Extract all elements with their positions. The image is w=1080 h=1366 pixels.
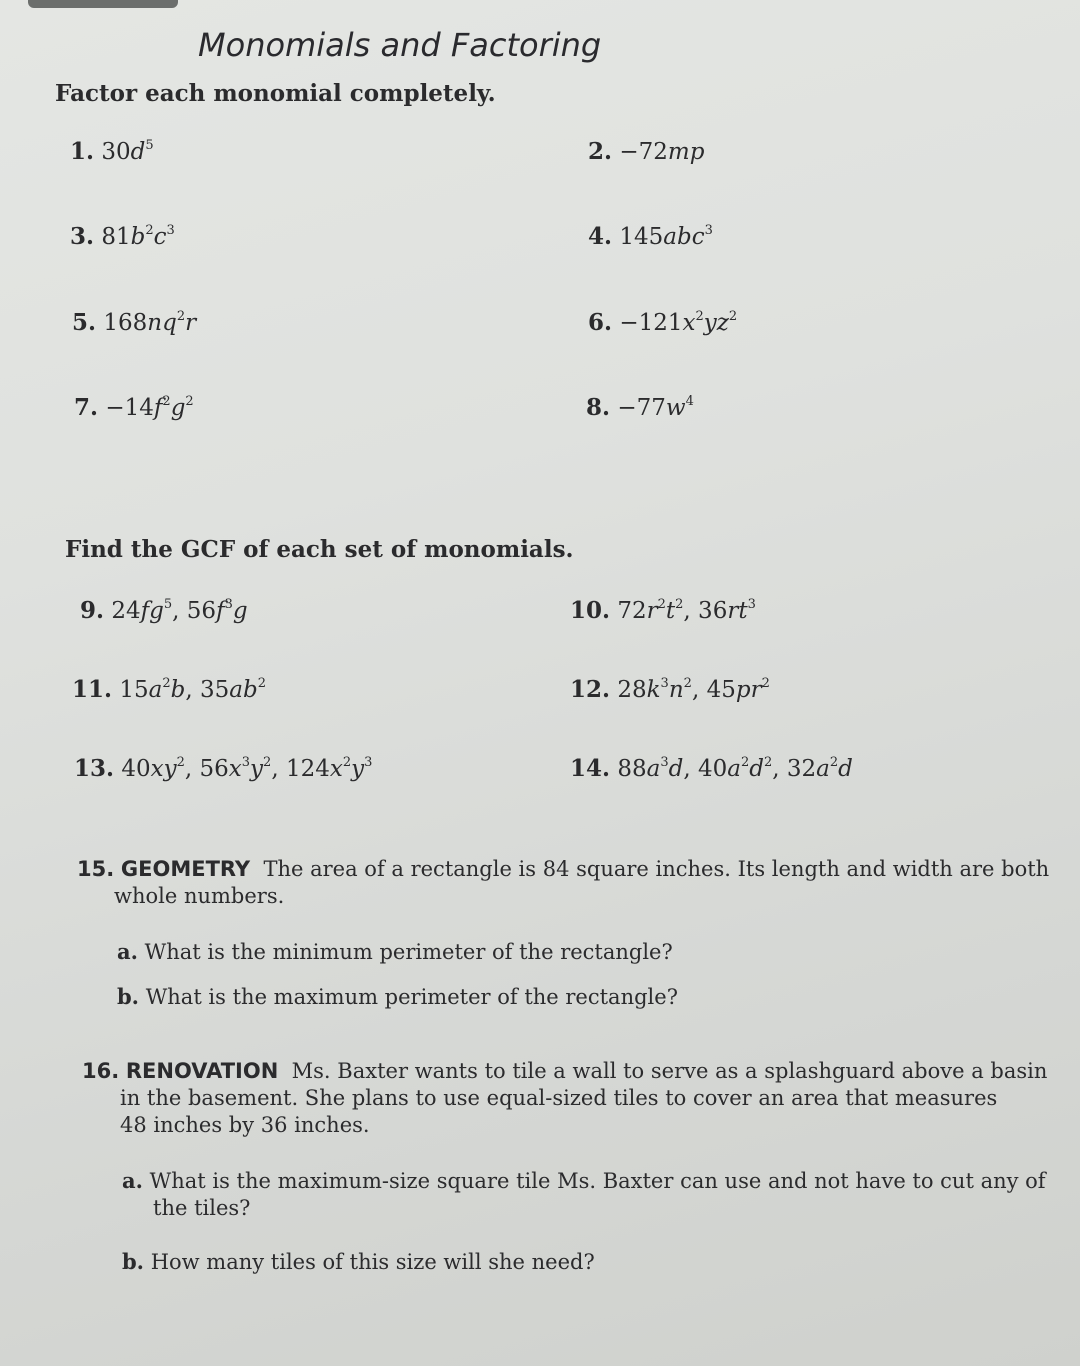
problem-expression: $15a^2b$, $35ab^2$ — [119, 676, 266, 703]
problem-expression: $-14f^2g^2$ — [105, 394, 194, 421]
problem-16 — [82, 1058, 1067, 1139]
problem-number: 7. — [74, 394, 99, 421]
problem-expression: $-77w^4$ — [617, 394, 694, 421]
problem-7 — [74, 394, 194, 421]
problem-number: 6. — [588, 309, 613, 336]
problem-text: The area of a rectangle is 84 square inches. Its length and width are both — [263, 857, 1050, 881]
problem-15 — [77, 856, 1062, 910]
problem-keyword: GEOMETRY — [120, 857, 251, 881]
problem-number: 1. — [70, 138, 95, 165]
problem-15-line-1 — [77, 856, 1062, 883]
section1-instruction: Factor each monomial completely. — [55, 80, 496, 107]
problem-expression: $30d^5$ — [101, 138, 154, 165]
problem-expression: $24fg^5$, $56f^3g$ — [111, 597, 248, 624]
problem-keyword: RENOVATION — [125, 1059, 279, 1083]
problem-expression: $-121x^2yz^2$ — [619, 309, 738, 336]
problem-15b — [117, 983, 678, 1011]
problem-number: 10. — [570, 597, 611, 624]
problem-12 — [570, 676, 770, 703]
section2-instruction: Find the GCF of each set of monomials. — [65, 536, 574, 563]
problem-16a — [122, 1167, 1046, 1222]
problem-15-line-2: whole numbers. — [114, 884, 285, 908]
problem-3 — [70, 223, 175, 250]
problem-16-line-3: 48 inches by 36 inches. — [120, 1113, 370, 1137]
problem-6 — [588, 309, 737, 336]
problem-number: 9. — [80, 597, 105, 624]
problem-8 — [586, 394, 694, 421]
problem-14 — [570, 755, 853, 782]
problem-number: 8. — [586, 394, 611, 421]
part-label: b. — [117, 984, 139, 1009]
problem-expression: $72r^2t^2$, $36rt^3$ — [617, 597, 756, 624]
problem-number: 3. — [70, 223, 95, 250]
problem-16-line-2: in the basement. She plans to use equal-sized tiles to cover an area that measures — [120, 1086, 998, 1110]
part-text: How many tiles of this size will she need? — [150, 1250, 595, 1274]
problem-2 — [588, 138, 704, 165]
part-text-continued: the tiles? — [153, 1196, 251, 1220]
problem-10 — [570, 597, 756, 624]
problem-number: 12. — [570, 676, 611, 703]
part-label: a. — [122, 1168, 143, 1193]
problem-expression: −72mp — [619, 139, 705, 165]
problem-9 — [80, 597, 248, 624]
problem-number: 11. — [72, 676, 113, 703]
problem-number: 13. — [74, 755, 115, 782]
problem-1 — [70, 138, 154, 165]
problem-16b — [122, 1248, 595, 1276]
problem-expression: $81b^2c^3$ — [101, 223, 175, 250]
problem-number: 15. — [77, 857, 115, 881]
problem-13 — [74, 755, 372, 782]
problem-15a — [117, 938, 673, 966]
part-text: What is the maximum-size square tile Ms. Baxter can use and not have to cut any of — [149, 1169, 1046, 1193]
problem-number: 16. — [82, 1059, 120, 1083]
problem-text: Ms. Baxter wants to tile a wall to serve as a splashguard above a basin — [291, 1059, 1048, 1083]
problem-expression: $88a^3d$, $40a^2d^2$, $32a^2d$ — [617, 755, 853, 782]
problem-4 — [588, 223, 713, 250]
top-edge-shadow — [28, 0, 178, 8]
problem-number: 4. — [588, 223, 613, 250]
part-label: b. — [122, 1249, 144, 1274]
problem-number: 2. — [588, 138, 613, 165]
worksheet-title: Monomials and Factoring — [198, 26, 602, 64]
part-text: What is the maximum perimeter of the rectangle? — [145, 985, 678, 1009]
problem-expression: 145abc$^3$ — [619, 223, 713, 250]
problem-expression: $40xy^2$, $56x^3y^2$, $124x^2y^3$ — [121, 755, 373, 782]
problem-11 — [72, 676, 266, 703]
problem-expression: $168nq^2r$ — [103, 309, 197, 336]
problem-16-line-1 — [82, 1058, 1067, 1085]
problem-5 — [72, 309, 196, 336]
problem-expression: $28k^3n^2$, $45pr^2$ — [617, 676, 770, 703]
part-label: a. — [117, 939, 138, 964]
problem-number: 5. — [72, 309, 97, 336]
part-text: What is the minimum perimeter of the rectangle? — [144, 940, 673, 964]
problem-number: 14. — [570, 755, 611, 782]
